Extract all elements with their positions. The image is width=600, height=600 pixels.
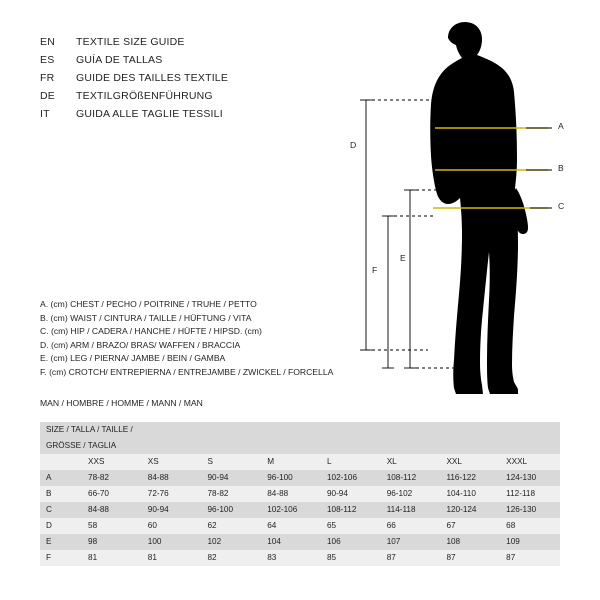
cell-a-s: 90-94: [202, 470, 262, 486]
legend-item-e: E. (cm) LEG / PIERNA/ JAMBE / BEIN / GAMBA: [40, 353, 226, 364]
title-lang-it: IT: [40, 108, 50, 120]
row-label-e: E: [40, 534, 82, 550]
cell-e-xxxl: 109: [500, 534, 560, 550]
table-column-m: M: [261, 454, 321, 470]
cell-f-xxxl: 87: [500, 550, 560, 566]
cell-c-l: 108-112: [321, 502, 381, 518]
cell-e-xxl: 108: [440, 534, 500, 550]
title-block: [40, 36, 340, 126]
table-header-row: [40, 422, 560, 454]
legend-item-a: A. (cm) CHEST / PECHO / POITRINE / TRUHE / PETTO: [40, 299, 257, 309]
cell-b-s: 78-82: [202, 486, 262, 502]
table-column-xl: XL: [381, 454, 441, 470]
table-column-blank: [40, 454, 82, 470]
dimension-label-b: B: [558, 163, 564, 173]
cell-f-l: 85: [321, 550, 381, 566]
table-corner-label: SIZE / TALLA / TAILLE / GRÖSSE / TAGLIA: [40, 422, 142, 454]
dimension-label-a: A: [558, 121, 564, 131]
table-row: [40, 534, 560, 550]
cell-d-xs: 60: [142, 518, 202, 534]
dimension-label-d: D: [350, 140, 357, 150]
cell-c-s: 96-100: [202, 502, 262, 518]
title-lang-de: DE: [40, 90, 55, 102]
title-text-it: GUIDA ALLE TAGLIE TESSILI: [76, 108, 223, 120]
cell-c-xl: 114-118: [381, 502, 441, 518]
cell-f-xxs: 81: [82, 550, 142, 566]
cell-d-xxl: 67: [440, 518, 500, 534]
cell-e-l: 106: [321, 534, 381, 550]
cell-a-xxxl: 124-130: [500, 470, 560, 486]
title-row: [40, 90, 340, 108]
table-row: [40, 502, 560, 518]
table-row: [40, 486, 560, 502]
table-header-spacer-4: [321, 422, 381, 454]
row-label-c: C: [40, 502, 82, 518]
legend-item-c: C. (cm) HIP / CADERA / HANCHE / HÜFTE / HIPSD. (cm): [40, 326, 262, 337]
table-header-spacer-2: [202, 422, 262, 454]
cell-d-xxxl: 68: [500, 518, 560, 534]
row-label-d: D: [40, 518, 82, 534]
cell-b-xxxl: 112-118: [500, 486, 560, 502]
title-row: [40, 108, 340, 126]
title-text-en: TEXTILE SIZE GUIDE: [76, 36, 185, 48]
cell-e-m: 104: [261, 534, 321, 550]
dimension-line-crotch: [382, 216, 434, 368]
title-row: [40, 54, 340, 72]
legend-item-f: F. (cm) CROTCH/ ENTREPIERNA / ENTREJAMBE / ZWICKEL / FORCELLA: [40, 366, 334, 377]
table-column-xxs: XXS: [82, 454, 142, 470]
title-text-de: TEXTILGRÖßENFÜHRUNG: [76, 90, 213, 102]
dimension-label-f: F: [372, 265, 378, 275]
gender-label: MAN / HOMBRE / HOMME / MANN / MAN: [40, 398, 203, 408]
title-lang-fr: FR: [40, 72, 55, 84]
row-label-b: B: [40, 486, 82, 502]
size-table-wrap: [40, 422, 560, 566]
cell-f-xxl: 87: [440, 550, 500, 566]
cell-a-m: 96-100: [261, 470, 321, 486]
cell-f-s: 82: [202, 550, 262, 566]
table-column-row: [40, 454, 560, 470]
title-text-es: GUÍA DE TALLAS: [76, 54, 163, 66]
dimension-line-leg: [404, 190, 456, 368]
legend-item-b: B. (cm) WAIST / CINTURA / TAILLE / HÜFTUNG / VITA: [40, 312, 252, 323]
table-header-spacer-6: [440, 422, 500, 454]
table-header-spacer-5: [381, 422, 441, 454]
cell-b-xl: 96-102: [381, 486, 441, 502]
legend-item-d: D. (cm) ARM / BRAZO/ BRAS/ WAFFEN / BRACCIA: [40, 339, 241, 350]
cell-b-xxs: 66-70: [82, 486, 142, 502]
measurement-legend: [40, 298, 370, 380]
cell-e-xl: 107: [381, 534, 441, 550]
dimension-label-c: C: [558, 201, 565, 211]
title-lang-es: ES: [40, 54, 55, 66]
cell-b-xxl: 104-110: [440, 486, 500, 502]
cell-c-xxxl: 126-130: [500, 502, 560, 518]
cell-d-l: 65: [321, 518, 381, 534]
cell-a-xl: 108-112: [381, 470, 441, 486]
title-lang-en: EN: [40, 36, 55, 48]
cell-e-xs: 100: [142, 534, 202, 550]
cell-a-xxs: 78-82: [82, 470, 142, 486]
table-column-s: S: [202, 454, 262, 470]
table-column-xxxl: XXXL: [500, 454, 560, 470]
dimension-label-e: E: [400, 253, 406, 263]
title-text-fr: GUIDE DES TAILLES TEXTILE: [76, 72, 229, 84]
cell-f-m: 83: [261, 550, 321, 566]
cell-b-xs: 72-76: [142, 486, 202, 502]
cell-c-xxl: 120-124: [440, 502, 500, 518]
cell-c-xxs: 84-88: [82, 502, 142, 518]
cell-f-xs: 81: [142, 550, 202, 566]
cell-a-xs: 84-88: [142, 470, 202, 486]
table-header-spacer-7: [500, 422, 560, 454]
title-row: [40, 72, 340, 90]
size-table: [40, 422, 560, 566]
cell-a-l: 102-106: [321, 470, 381, 486]
cell-b-l: 90-94: [321, 486, 381, 502]
cell-e-s: 102: [202, 534, 262, 550]
cell-c-m: 102-106: [261, 502, 321, 518]
table-row: [40, 518, 560, 534]
cell-d-xl: 66: [381, 518, 441, 534]
table-column-l: L: [321, 454, 381, 470]
cell-f-xl: 87: [381, 550, 441, 566]
table-row: [40, 470, 560, 486]
table-row: [40, 550, 560, 566]
cell-e-xxs: 98: [82, 534, 142, 550]
cell-d-s: 62: [202, 518, 262, 534]
row-label-f: F: [40, 550, 82, 566]
dimension-leaders-right: [526, 128, 552, 208]
title-row: [40, 36, 340, 54]
dimension-line-arm: [360, 100, 430, 350]
table-header-spacer-1: [142, 422, 202, 454]
table-column-xxl: XXL: [440, 454, 500, 470]
cell-b-m: 84-88: [261, 486, 321, 502]
cell-d-m: 64: [261, 518, 321, 534]
table-header-spacer-3: [261, 422, 321, 454]
table-column-xs: XS: [142, 454, 202, 470]
cell-c-xs: 90-94: [142, 502, 202, 518]
cell-d-xxs: 58: [82, 518, 142, 534]
row-label-a: A: [40, 470, 82, 486]
cell-a-xxl: 116-122: [440, 470, 500, 486]
